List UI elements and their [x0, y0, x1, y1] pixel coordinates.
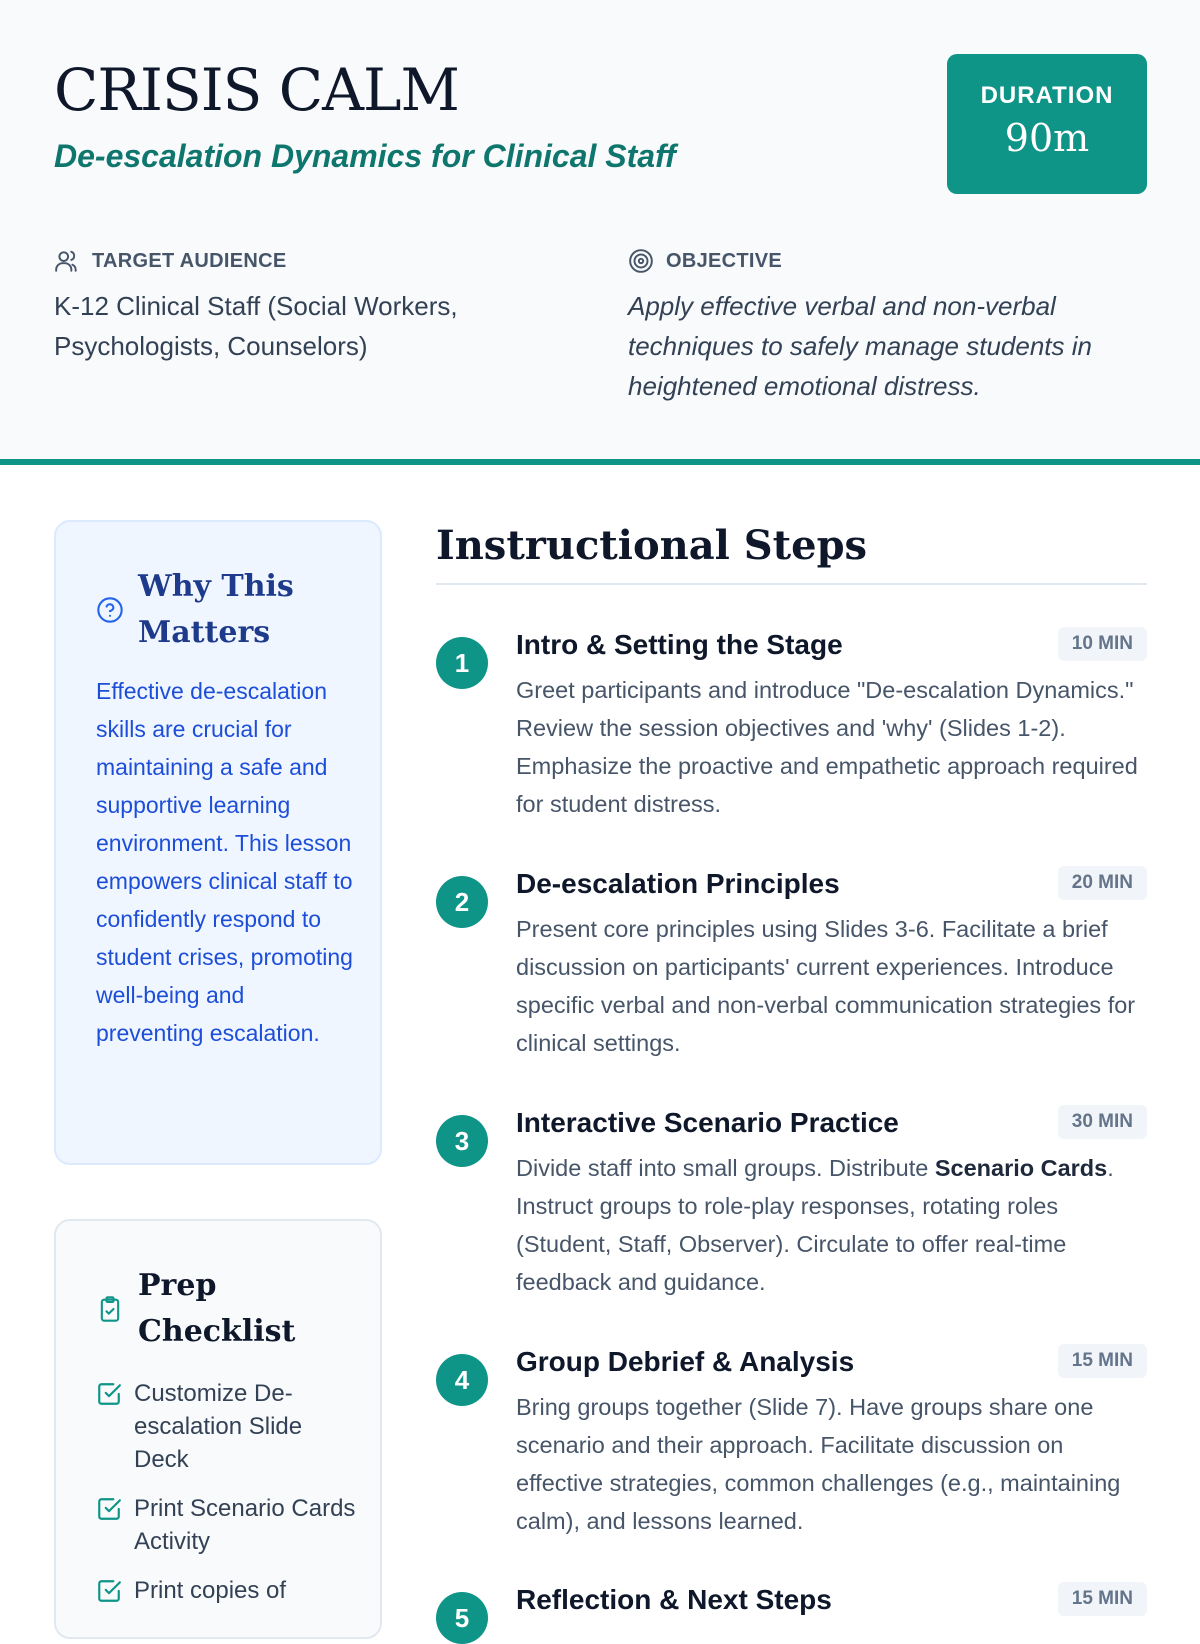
checklist-item-label: Print Scenario Cards Activity	[134, 1495, 356, 1555]
step-header	[516, 1582, 1147, 1622]
users-icon	[54, 248, 80, 274]
step-description: Present core principles using Slides 3-6. Facilitate a brief discussion on participants' current experiences. Introduce specific verbal and non-verbal communication strategies for clinical settings.	[516, 916, 1136, 1056]
duration-badge	[947, 54, 1147, 194]
objective-text: Apply effective verbal and non-verbal techniques to safely manage students in heightened emotional distress.	[628, 291, 1092, 401]
audience-label: TARGET AUDIENCE	[92, 249, 287, 272]
step-description: Bring groups together (Slide 7). Have groups share one scenario and their approach. Facilitate discussion on effective strategies, common challenges (e.g., maintaining calm), and lessons learned.	[516, 1394, 1121, 1534]
step-number: 4	[436, 1354, 488, 1406]
duration-label: DURATION	[980, 82, 1114, 109]
step-number: 3	[436, 1115, 488, 1167]
step-header	[516, 627, 1147, 667]
step-header	[516, 1105, 1147, 1145]
step-title: Group Debrief & Analysis	[516, 1346, 855, 1377]
step-description: Greet participants and introduce "De-escalation Dynamics." Review the session objectives and 'why' (Slides 1-2). Emphasize the proactive and empathetic approach required for student distress.	[516, 677, 1138, 817]
why-title: Why This Matters	[138, 569, 294, 650]
objective-label: OBJECTIVE	[666, 249, 783, 272]
audience-heading	[54, 248, 287, 274]
step-header	[516, 866, 1147, 906]
audience-text: K-12 Clinical Staff (Social Workers, Psychologists, Counselors)	[54, 291, 458, 361]
duration-value: 90m	[1004, 116, 1090, 160]
why-card	[54, 520, 382, 1165]
step-number: 5	[436, 1592, 488, 1644]
step-duration-badge: 30 MIN	[1058, 1105, 1147, 1139]
step-duration-badge: 20 MIN	[1058, 866, 1147, 900]
step-header	[516, 1344, 1147, 1384]
step-description-text: . Instruct groups to role-play responses, rotating roles (Student, Staff, Observer). Circulate to offer real-time feedback and guidance.	[516, 1155, 1114, 1295]
scenario-cards-emphasis: Scenario Cards	[934, 1155, 1108, 1181]
step-description	[516, 1149, 1147, 1301]
checkbox-checked-icon	[96, 1578, 122, 1604]
step-title: Intro & Setting the Stage	[516, 629, 843, 660]
checklist-item[interactable]	[96, 1574, 356, 1607]
checklist-item-label: Print copies of	[134, 1577, 287, 1604]
question-circle-icon	[96, 596, 124, 624]
why-text: Effective de-escalation skills are crucial for maintaining a safe and supportive learning environment. This lesson empowers clinical staff to confidently respond to student crises, promoting well-being and preventing escalation.	[96, 678, 353, 1046]
target-icon	[628, 248, 654, 274]
checklist-item[interactable]	[96, 1492, 356, 1558]
clipboard-check-icon	[96, 1295, 124, 1323]
lesson-title: CRISIS CALM	[54, 56, 459, 124]
checkbox-checked-icon	[96, 1381, 122, 1407]
step-title: Reflection & Next Steps	[516, 1584, 832, 1615]
why-card-header	[96, 564, 318, 656]
step-title: Interactive Scenario Practice	[516, 1107, 899, 1138]
prep-card-header	[96, 1263, 318, 1355]
lesson-header	[0, 0, 1200, 465]
prep-card	[54, 1219, 382, 1639]
objective-heading	[628, 248, 782, 274]
step-description-text: Divide staff into small groups. Distribute	[516, 1155, 935, 1181]
prep-title: Prep Checklist	[138, 1268, 296, 1349]
prep-checklist	[96, 1377, 356, 1623]
step-duration-badge: 10 MIN	[1058, 627, 1147, 661]
step-duration-badge: 15 MIN	[1058, 1582, 1147, 1616]
step-number: 1	[436, 637, 488, 689]
checklist-item-label: Customize De-escalation Slide Deck	[134, 1380, 303, 1473]
checkbox-checked-icon	[96, 1496, 122, 1522]
step-title: De-escalation Principles	[516, 868, 840, 899]
step-number: 2	[436, 876, 488, 928]
step-duration-badge: 15 MIN	[1058, 1344, 1147, 1378]
checklist-item[interactable]	[96, 1377, 356, 1476]
steps-title: Instructional Steps	[436, 522, 1147, 585]
lesson-subtitle: De-escalation Dynamics for Clinical Staff	[54, 138, 676, 174]
